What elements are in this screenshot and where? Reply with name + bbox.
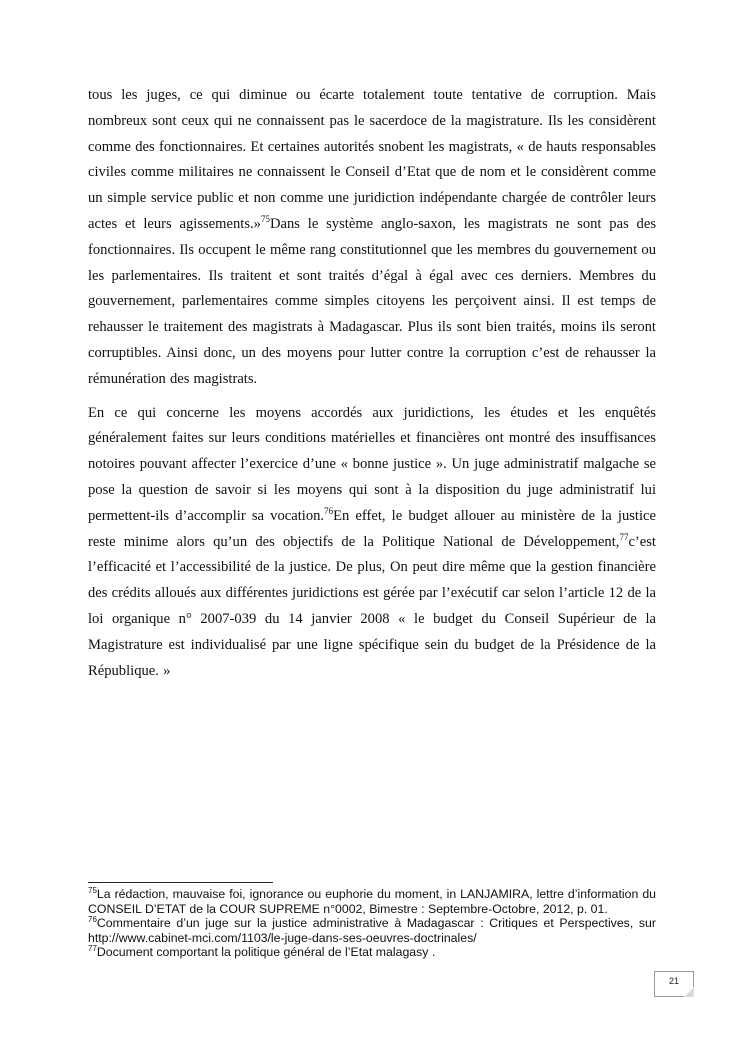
footnote-number: 75: [88, 885, 97, 895]
footnotes: [88, 887, 656, 960]
footnote-number: 77: [88, 944, 97, 954]
footnote-text: Commentaire d’un juge sur la justice administrative à Madagascar : Critiques et Perspectives, sur http://www.cabinet-mci.com/1103/le-juge-dans-ses-oeuvres-doctrinales/: [88, 916, 656, 945]
paragraph-1: [88, 83, 656, 393]
footnote-separator: [88, 882, 273, 883]
paragraph-1-text-after: Dans le système anglo-saxon, les magistrats ne sont pas des fonctionnaires. Ils occupent le même rang constitutionnel que les membres du gouvernement ou les parlementaires. Ils traitent et sont traités d’égal à égal avec ces derniers. Membres du gouvernement, parlementaires comme simples citoyens les perçoivent ainsi. Il est temps de rehausser le traitement des magistrats à Madagascar. Plus ils sont bien traités, moins ils seront corruptibles. Ainsi donc, un des moyens pour lutter contre la corruption c’est de rehausser la rémunération des magistrats.: [88, 215, 657, 387]
footnote-ref-75[interactable]: 75: [260, 214, 270, 225]
footnote-75: [88, 887, 656, 916]
paragraph-1-text-before: tous les juges, ce qui diminue ou écarte totalement toute tentative de corruption. Mais nombreux sont ceux qui ne connaissent pas le sacerdoce de la magistrature. Ils les considèrent comme des fonctionnaires. Et certaines autorités snobent les magistrats, « de hauts responsables civiles comme militaires ne connaissent le Conseil d’Etat que de nom et le considèrent comme un simple service public et non comme une juridiction indépendante chargée de contrôler leurs actes et leurs agissements.»: [88, 87, 656, 232]
footnote-77: [88, 945, 656, 960]
paragraph-2: [88, 401, 656, 685]
footnote-ref-77[interactable]: 77: [619, 531, 629, 542]
footnote-text: La rédaction, mauvaise foi, ignorance ou euphorie du moment, in LANJAMIRA, lettre d’information du CONSEIL D’ETAT de la COUR SUPREME n°0002, Bimestre : Septembre-Octobre, 2012, p. 01.: [88, 887, 656, 916]
paragraph-2-text-part2: En effet, le budget allouer au ministère de la justice reste minime alors qu’un des objectifs de la Politique National de Développement,: [88, 507, 656, 550]
footnote-ref-76[interactable]: 76: [324, 505, 334, 516]
page-number-box: [654, 971, 694, 997]
page-number: 21: [668, 976, 679, 986]
body-text: [88, 83, 656, 692]
paragraph-2-text-part1: En ce qui concerne les moyens accordés aux juridictions, les études et les enquêtés généralement faites sur leurs conditions matérielles et financières ont montré des insuffisances notoires pouvant affecter l’exercice d’une « bonne justice ». Un juge administratif malgache se pose la question de savoir si les moyens qui sont à la disposition du juge administratif lui permettent-ils d’accomplir sa vocation.: [88, 404, 656, 524]
paragraph-2-text-part3: c’est l’efficacité et l’accessibilité de la justice. De plus, On peut dire même que la gestion financière des crédits alloués aux différentes juridictions est gérée par l’exécutif car selon l’article 12 de la loi organique n° 2007-039 du 14 janvier 2008 « le budget du Conseil Supérieur de la Magistrature est individualisé par une ligne spécifique sein du budget de la Présidence de la République. »: [88, 533, 656, 679]
footnote-number: 76: [88, 915, 97, 925]
footnote-text: Document comportant la politique général de l’Etat malagasy .: [96, 945, 436, 960]
footnote-76: [88, 916, 656, 945]
